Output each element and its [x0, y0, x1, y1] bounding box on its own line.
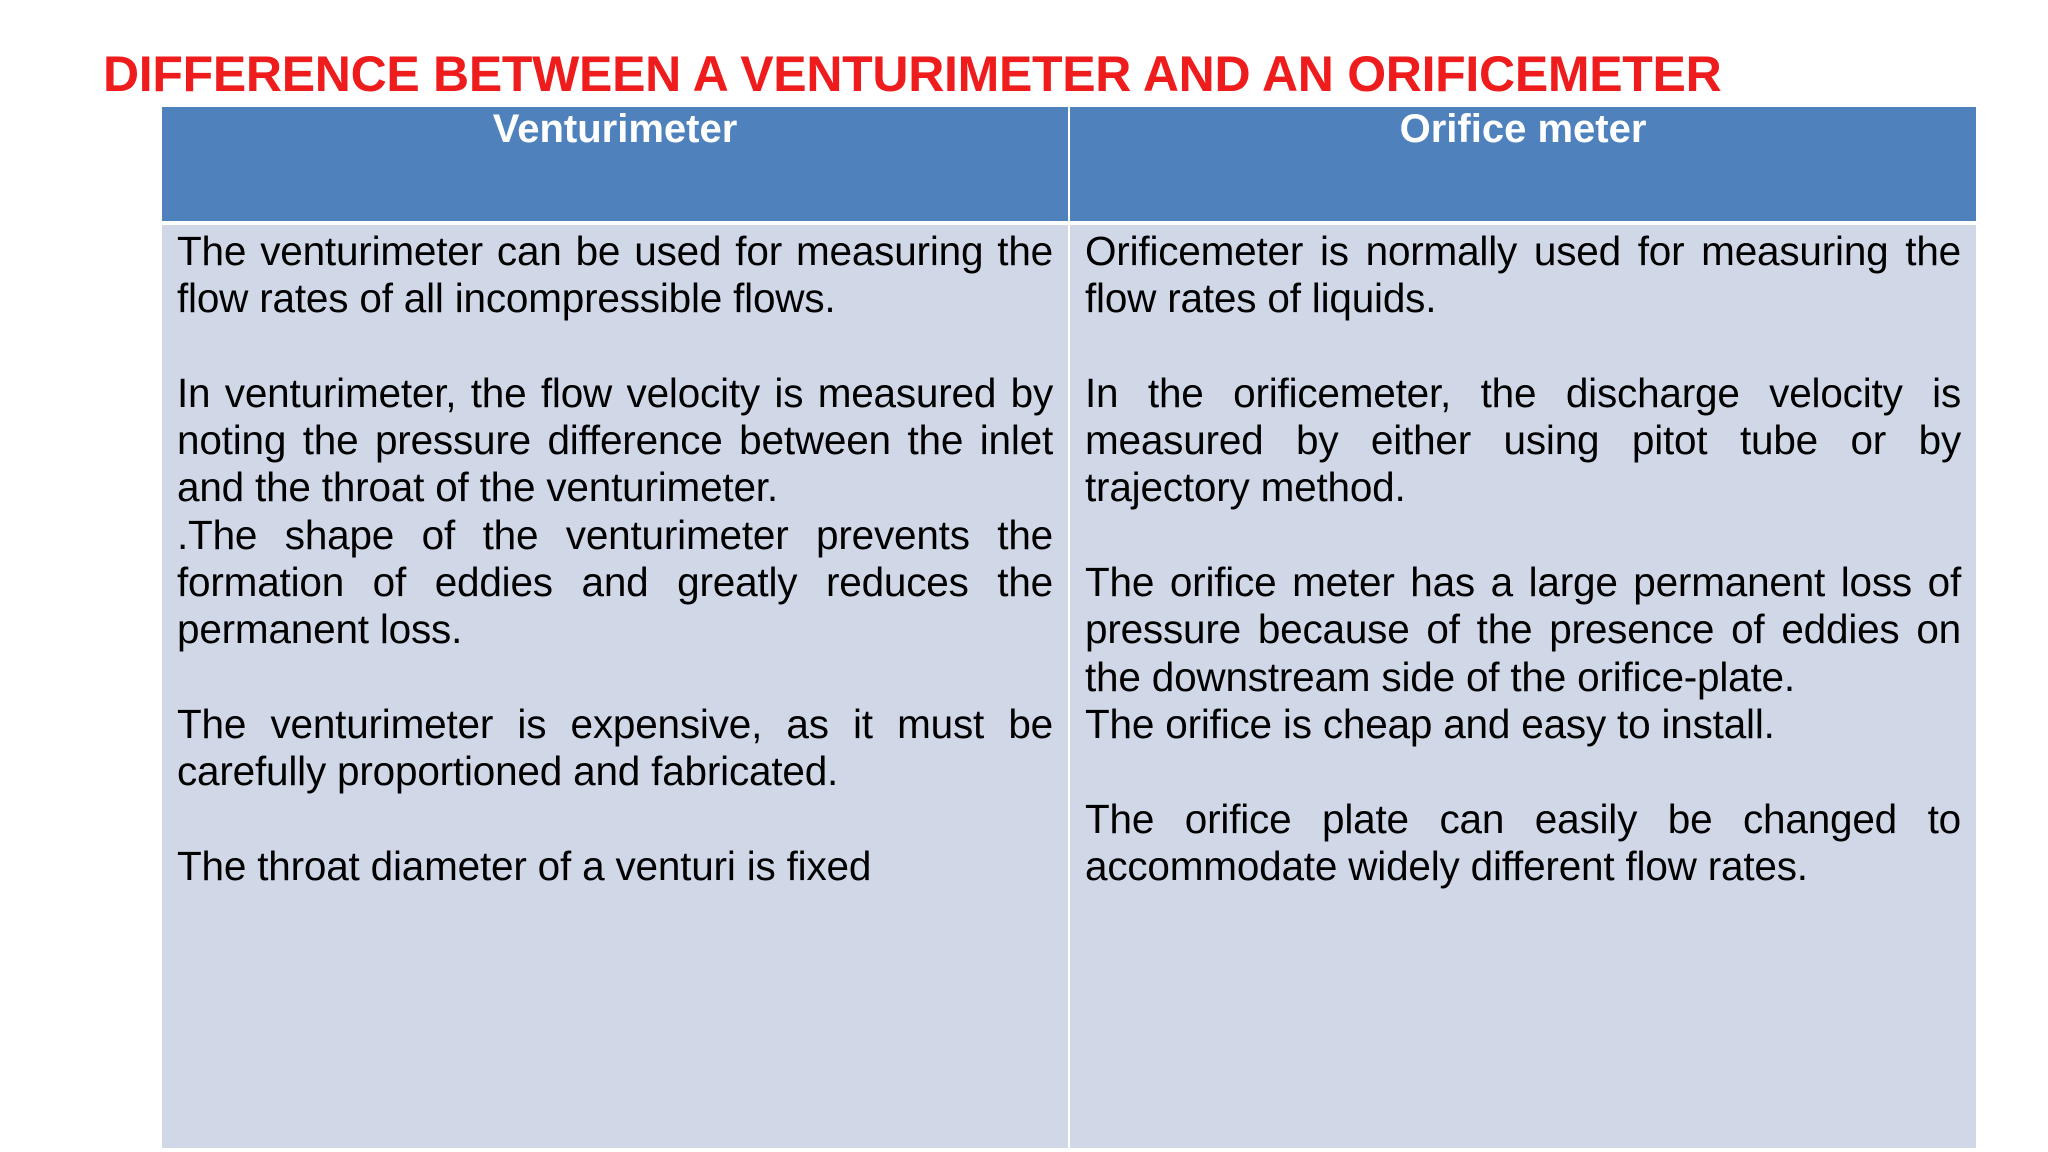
venturimeter-point-1: The venturimeter can be used for measuring the flow rates of all incompressible flows. [177, 228, 1053, 322]
orifice-point-3: The orifice meter has a large permanent loss of pressure because of the presence of eddies on the downstream side of the orifice-plate. [1085, 559, 1961, 700]
venturimeter-cell [162, 223, 1069, 1148]
orifice-point-2: In the orificemeter, the discharge velocity is measured by either using pitot tube or by trajectory method. [1085, 369, 1961, 511]
venturimeter-point-2: In venturimeter, the flow velocity is measured by noting the pressure difference between the inlet and the throat of the venturimeter. [177, 369, 1053, 511]
venturimeter-point-3: .The shape of the venturimeter prevents the formation of eddies and greatly reduces the permanent loss. [177, 511, 1053, 653]
header-venturimeter: Venturimeter [162, 107, 1069, 223]
orifice-meter-cell [1069, 223, 1976, 1148]
orifice-point-5: The orifice plate can easily be changed to accommodate widely different flow rates. [1085, 795, 1961, 889]
venturimeter-point-4: The venturimeter is expensive, as it must be carefully proportioned and fabricated. [177, 700, 1053, 795]
table-header-row [162, 107, 1976, 223]
orifice-point-4: The orifice is cheap and easy to install. [1085, 700, 1775, 747]
header-orifice-meter: Orifice meter [1069, 107, 1976, 223]
slide-title: DIFFERENCE BETWEEN A VENTURIMETER AND AN ORIFICEMETER [103, 46, 1722, 102]
venturimeter-point-5: The throat diameter of a venturi is fixed [177, 842, 872, 889]
orifice-point-1: Orificemeter is normally used for measuring the flow rates of liquids. [1085, 228, 1961, 322]
table-body-row [162, 223, 1976, 1148]
comparison-table [162, 107, 1976, 1148]
